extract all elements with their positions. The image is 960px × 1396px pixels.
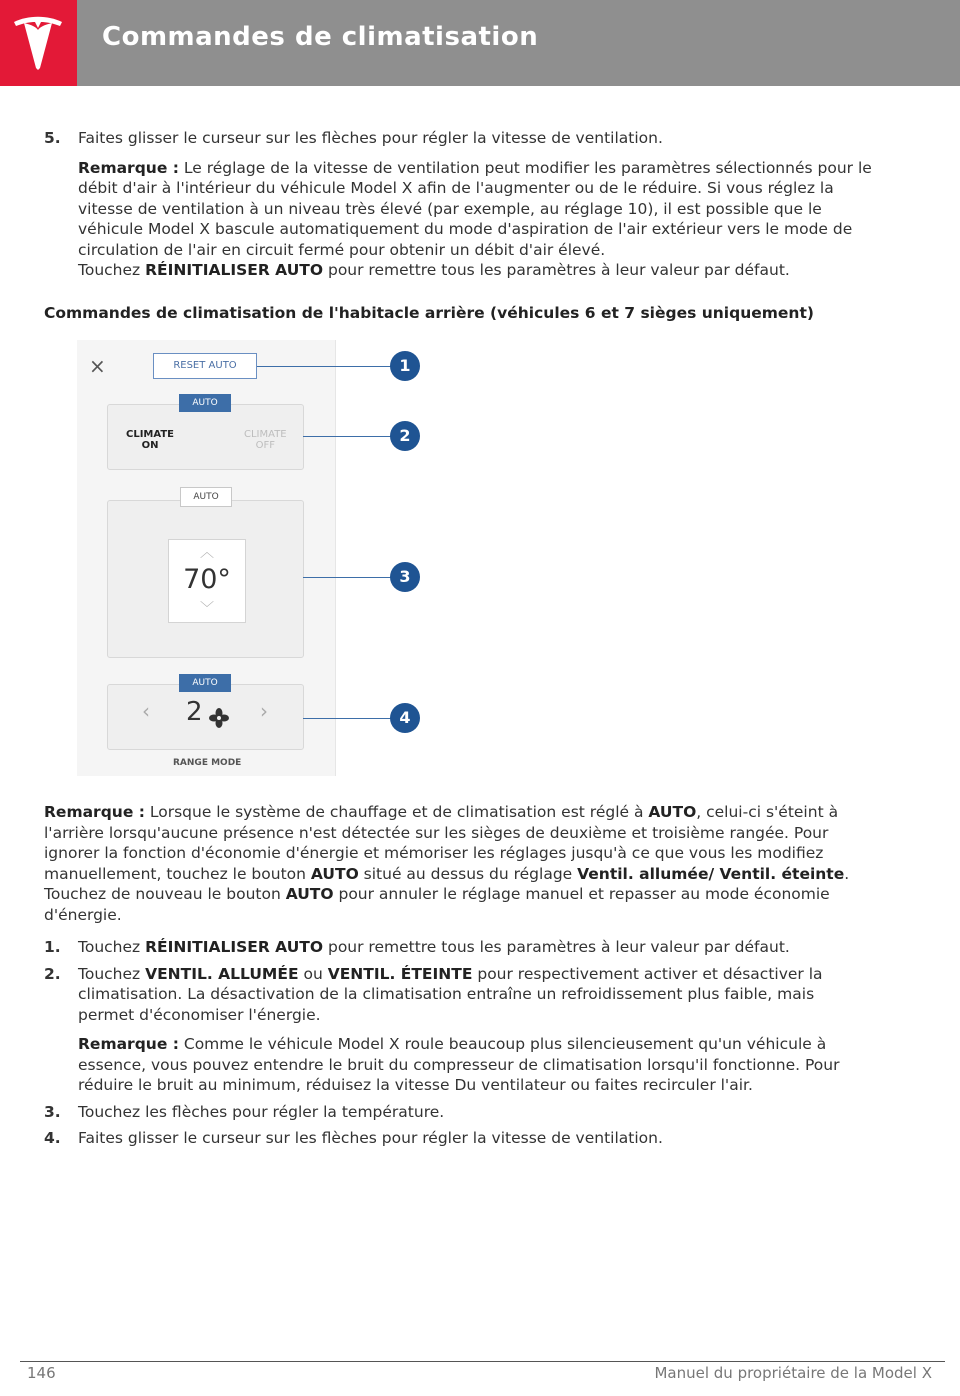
- step-text: ou: [298, 964, 328, 983]
- step-4: [44, 1128, 874, 1149]
- step-text: Touchez: [78, 964, 146, 983]
- step-1: [44, 937, 874, 958]
- page-number: 146: [27, 1364, 56, 1382]
- chevron-up-icon[interactable]: ︿: [200, 545, 214, 561]
- intro-content: [44, 128, 874, 323]
- climate-off-button[interactable]: [244, 429, 287, 451]
- note-text: , celui-ci s'éteint à l'arrière lorsqu'aucune présence n'est détectée sur les sièges de deuxième et troisième rangée. Pour ignorer la fonction d'économie d'énergie et mémoriser les réglages jusqu'à ce que vous les modifiez manuellement, touchez le bouton: [44, 803, 839, 883]
- note-label: Remarque :: [78, 1035, 179, 1053]
- footer-divider: [20, 1361, 945, 1362]
- rear-climate-panel: [77, 340, 336, 776]
- note-bold: AUTO: [310, 864, 359, 883]
- rear-climate-figure: [77, 340, 437, 780]
- step-5: [44, 128, 874, 281]
- chevron-down-icon[interactable]: ﹀: [200, 601, 214, 617]
- temperature-card: [107, 492, 304, 658]
- tesla-logo: [0, 0, 77, 86]
- note-label: Remarque :: [78, 158, 179, 177]
- main-content: [44, 802, 874, 1155]
- temperature-value: 70°: [183, 564, 231, 595]
- auto-button-fan[interactable]: AUTO: [179, 674, 231, 692]
- note-bold: AUTO: [648, 803, 697, 821]
- tesla-logo-icon: [10, 14, 66, 72]
- step-number: 4.: [44, 1129, 61, 1147]
- note-bold: Ventil. allumée/ Ventil. éteinte: [577, 864, 845, 883]
- note-label: Remarque :: [44, 803, 145, 821]
- climate-on-button[interactable]: [126, 429, 174, 451]
- range-mode-label: RANGE MODE: [173, 758, 242, 768]
- step-text: Touchez: [78, 938, 146, 956]
- callout-line: [303, 577, 391, 578]
- climate-off-state: OFF: [255, 440, 275, 451]
- step-number: 1.: [44, 938, 61, 956]
- note-bold: RÉINITIALISER AUTO: [145, 261, 324, 279]
- auto-button-climate[interactable]: AUTO: [179, 394, 231, 412]
- page-header: [0, 0, 960, 86]
- callout-1: 1: [390, 351, 420, 381]
- step-text: pour remettre tous les paramètres à leur valeur par défaut.: [323, 938, 790, 956]
- page-title: Commandes de climatisation: [102, 22, 539, 52]
- climate-card: [107, 398, 304, 470]
- auto-button-temperature[interactable]: AUTO: [180, 487, 232, 507]
- reset-auto-button[interactable]: RESET AUTO: [153, 353, 257, 379]
- note-text: situé au dessus du réglage: [358, 864, 578, 883]
- note-text: pour annuler le réglage manuel et repasser au mode économie d'énergie.: [44, 885, 830, 924]
- step-text: pour respectivement activer et désactiver la climatisation. La désactivation de la climatisation entraîne un refroidissement plus faible, mais permet d'économiser l'énergie.: [78, 964, 823, 1024]
- note-text: Comme le véhicule Model X roule beaucoup plus silencieusement qu'un véhicule à essence, vous pouvez entendre le bruit du compresseur de climatisation lorsqu'il fonctionne. Pour réduire le bruit au minimum, réduisez la vitesse Du ventilateur ou faites recirculer l'air.: [78, 1035, 840, 1094]
- callout-2: 2: [390, 421, 420, 451]
- fan-icon: [208, 707, 230, 729]
- fan-card: [107, 678, 304, 750]
- step-number: 2.: [44, 964, 61, 983]
- climate-on-label: CLIMATE: [126, 429, 174, 440]
- note-text: Touchez: [78, 261, 146, 279]
- chevron-left-icon[interactable]: ‹: [142, 699, 150, 723]
- step-text: Faites glisser le curseur sur les flèches pour régler la vitesse de ventilation.: [78, 1129, 663, 1147]
- climate-on-state: ON: [141, 440, 159, 451]
- step-2: [44, 964, 874, 1096]
- step-3: [44, 1102, 874, 1123]
- temperature-control: [168, 539, 246, 623]
- climate-off-label: CLIMATE: [244, 429, 287, 440]
- step-number: 3.: [44, 1102, 61, 1121]
- step-number: 5.: [44, 129, 61, 147]
- callout-line: [303, 718, 391, 719]
- callout-4: 4: [390, 703, 420, 733]
- note-text: . Touchez de nouveau le bouton: [44, 864, 850, 903]
- step-bold: RÉINITIALISER AUTO: [145, 938, 324, 956]
- note: [78, 158, 874, 281]
- close-icon[interactable]: ×: [89, 354, 106, 378]
- step-text: Faites glisser le curseur sur les flèches pour régler la vitesse de ventilation.: [78, 129, 663, 147]
- note: [78, 1034, 874, 1096]
- step-bold: VENTIL. ÉTEINTE: [327, 964, 473, 983]
- step-bold: VENTIL. ALLUMÉE: [145, 964, 299, 983]
- footer-title: Manuel du propriétaire de la Model X: [654, 1364, 932, 1382]
- fan-speed-value: 2: [186, 697, 203, 727]
- note-bold: AUTO: [285, 885, 334, 903]
- section-heading: Commandes de climatisation de l'habitacle arrière (véhicules 6 et 7 sièges uniquement): [44, 303, 814, 322]
- callout-line: [303, 436, 391, 437]
- callout-3: 3: [390, 562, 420, 592]
- note-text: Le réglage de la vitesse de ventilation peut modifier les paramètres sélectionnés pour le débit d'air à l'intérieur du véhicule Model X afin de l'augmenter ou de le réduire. Si vous réglez la vitesse de ventilation à un niveau très élevé (par exemple, au réglage 10), il est possible que le véhicule Model X bascule automatiquement du mode d'aspiration de l'air extérieur vers le mode de circulation de l'air en circuit fermé pour obtenir un débit d'air élevé.: [78, 158, 872, 259]
- note-text: pour remettre tous les paramètres à leur valeur par défaut.: [323, 261, 790, 279]
- note-text: Lorsque le système de chauffage et de climatisation est réglé à: [144, 803, 649, 821]
- callout-line: [257, 366, 391, 367]
- chevron-right-icon[interactable]: ›: [260, 699, 268, 723]
- step-text: Touchez les flèches pour régler la température.: [78, 1102, 445, 1121]
- note: [44, 802, 874, 925]
